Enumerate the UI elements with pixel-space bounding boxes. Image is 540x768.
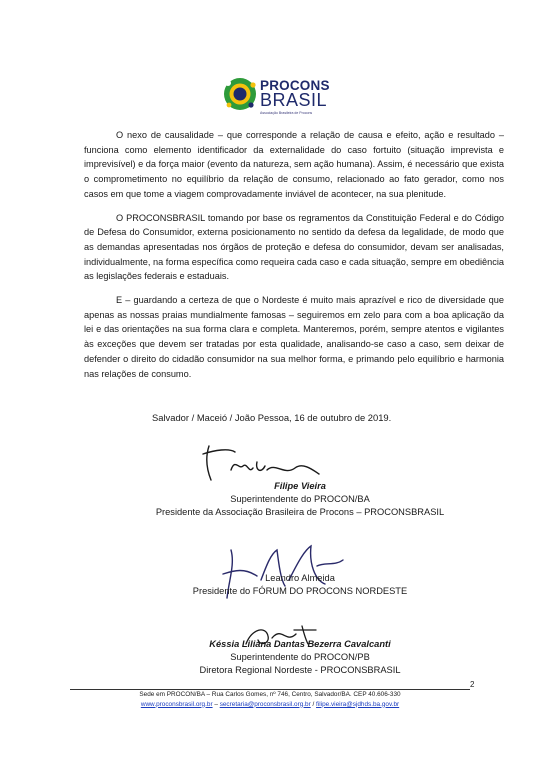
secretaria-email-link[interactable]: secretaria@proconsbrasil.org.br <box>219 700 311 708</box>
dateline: Salvador / Maceió / João Pessoa, 16 de outubro de 2019. <box>152 412 392 423</box>
filipe-email-link[interactable]: filipe.vieira@sjdhds.ba.gov.br <box>316 700 400 708</box>
letter-body <box>84 128 504 395</box>
footer-separator: – <box>212 700 220 708</box>
procons-brasil-logo <box>222 76 342 116</box>
paragraph-position: O PROCONSBRASIL tomando por base os regramentos da Constituição Federal e do Código de Defesa do Consumidor, externa posicionamento no sentido da defesa da legalidade, de modo que as demandas apresentadas nos órgãos de proteção e defesa do consumidor, devam ser analisadas, individualmente, na forma específica como requeira cada caso e cada situação, sempre em obediência as legislações federais e estaduais. <box>84 212 504 282</box>
signatory-name: Filipe Vieira <box>274 481 326 491</box>
page-number: 2 <box>470 680 475 689</box>
letter-footer <box>70 690 470 709</box>
procons-emblem-icon <box>222 76 258 112</box>
signatory-title: Superintendente do PROCON/PB <box>230 652 370 662</box>
signatory-title: Diretora Regional Nordeste - PROCONSBRASIL <box>199 665 401 675</box>
signatory-title: Superintendente do PROCON/BA <box>230 494 370 504</box>
footer-address: Sede em PROCON/BA – Rua Carlos Gomes, nº 746, Centro, Salvador/BA. CEP 40.606-330 <box>139 691 401 698</box>
footer-links <box>70 700 470 710</box>
signatory-name: Késsia Liliana Dantas Bezerra Cavalcanti <box>209 639 391 649</box>
paragraph-northeast: E – guardando a certeza de que o Nordeste é muito mais aprazível e rico de diversidade que apenas as nossas praias mundialmente famosas – seguiremos em zelo para com a boa aplicação da lei e das orientações na sua forma clara e completa. Manteremos, porém, sempre atentos e vigilantes às exceções que devem ser tratadas por esta qualidade, analisando-se caso a caso, sem deixar de defender o direito do cidadão consumidor na sua melhor forma, e primando pelo equilíbrio e harmonia nas relações de consumo. <box>84 295 504 379</box>
signatory-title: Presidente da Associação Brasileira de Procons – PROCONSBRASIL <box>155 507 445 517</box>
signature-block-3 <box>90 638 510 677</box>
signature-block-1 <box>90 480 510 519</box>
logo-tagline: Associação Brasileira de Procons <box>260 111 313 115</box>
signatory-name: Leandro Almeida <box>265 573 335 583</box>
paragraph-causality: O nexo de causalidade – que corresponde a relação de causa e efeito, ação e resultado – funciona como elemento identificador da externalidade do caso fortuito (situação imprevista e imprevisível) e da força maior (evento da natureza, sem ação humana). Assim, é necessário que exista o comprometimento no equilíbrio da relação de consumo, relacionado ao fato gerador, como nos casos em que tome a viagem comprovadamente inviável de acontecer, na sua plenitude. <box>84 130 504 199</box>
signature-filipe-vieira <box>195 440 335 484</box>
logo-wordmark-top: PROCONS <box>260 78 330 93</box>
logo-wordmark-bottom: BRASIL <box>260 90 328 110</box>
signatory-title: Presidente do FÓRUM DO PROCONS NORDESTE <box>192 586 408 596</box>
footer-separator: / <box>310 700 317 708</box>
website-link[interactable]: www.proconsbrasil.org.br <box>140 700 213 708</box>
signature-block-2 <box>90 572 510 598</box>
